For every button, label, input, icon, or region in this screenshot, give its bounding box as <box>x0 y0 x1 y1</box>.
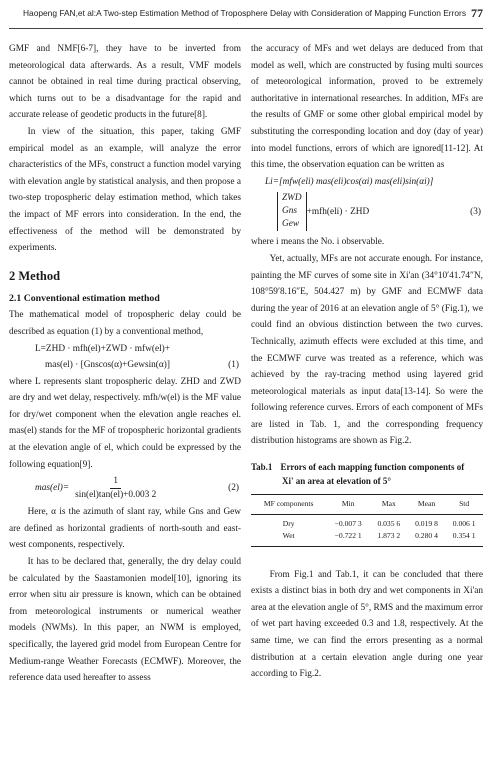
equation-2-lhs: mas(el)= <box>35 483 70 494</box>
equation-2-fraction <box>72 475 159 502</box>
paragraph: The mathematical model of tropospheric delay could be described as equation (1) by a conventional method, <box>9 310 241 337</box>
error-table <box>251 494 483 547</box>
table-cell: 0.354 1 <box>445 530 483 546</box>
table-caption-line-2: Xi' an area at elevation of 5° <box>282 476 391 487</box>
table-header: Min <box>326 495 370 515</box>
table-cell: 0.019 8 <box>415 518 438 528</box>
table-header: Mean <box>408 495 446 515</box>
table-cell: −0.007 3 <box>334 518 362 528</box>
table-cell: 0.035 6 <box>377 518 401 528</box>
subsection-heading: 2.1 Conventional estimation method <box>9 292 160 304</box>
equation-3-continued <box>251 192 483 231</box>
table-caption <box>251 460 483 488</box>
table-label: Tab.1 <box>251 462 273 473</box>
section-heading: 2 Method <box>9 268 61 283</box>
matrix-entry: Gew <box>282 219 300 230</box>
paragraph: It has to be declared that, generally, the dry delay could be calculated by the Saastamonien model[10], ignoring its error when situ air pressure is known, which can be obtained from meteorological instruments or numerical weather models (NWMs). In this paper, an NWM is employed, specifically, the layered grid model from European Centre for Medium-range Weather Forecasts (ECMWF). Moreover, the reference data used hereafter to assess <box>9 557 241 684</box>
fraction-numerator: 1 <box>110 475 121 489</box>
equation-number: (2) <box>228 483 239 494</box>
paragraph: Yet, actually, MFs are not accurate enough. For instance, painting the MF curves of some site in Xi'an (34°10′41.74″N, 108°59′8.16″E, 504.427 m) by GMF and ECMWF data during the year of 2016 at an elevation angle of 5° (Fig.1), we could find an obvious distinction between the two curves. Technically, azimuth effects were excluded at this time, and the ECMWF curve was treated as a reference, which was achieved by the ray-tracing method using layered grid meteorological materials as input data[13-14]. So were the following reference curves. Errors of each component of MFs are listed in Tab. 1, and the corresponding frequency distribution histograms are shown as Fig.2. <box>251 253 483 447</box>
paragraph: the accuracy of MFs and wet delays are deduced from that model as well, which are constructed by fusing multi sources of meteorological information, proved to be extremely authoritative in international researches. In addition, MFs are the results of GMF or some other global empirical model by substituting the corresponding location and doy (day of year) into model functions, errors of which are ignored[11-12]. At this time, the observation equation can be written as <box>251 44 483 171</box>
table-cell: 0.006 1 <box>452 518 476 528</box>
equation-3-tail: +mfh(eli) · ZHD <box>306 206 370 217</box>
paragraph: where L represents slant tropospheric delay. ZHD and ZWD are dry and wet delay, respectively. mfh/w(el) is the MF value for dry/wet component when the elevation angle reaches el. mas(el) stands for the MF of tropospheric horizontal gradients at the elevation angle of el, which could be expressed by the following equation[9]. <box>9 376 241 470</box>
running-title: Haopeng FAN,et al:A Two-step Estimation Method of Troposphere Delay with Consideration of Mapping Function Errors <box>23 8 467 18</box>
page-number: 77 <box>471 6 483 20</box>
table-header-row <box>251 495 483 515</box>
equation-1-continued <box>9 357 241 374</box>
table-cell: 0.280 4 <box>408 530 446 546</box>
equation-1-line-2: mas(el) · [Gnscos(α)+Gewsin(α)] <box>45 360 170 371</box>
equation-3-line-1: Li=[mfw(eli) mas(eli)cos(αi) mas(eli)sin(αi)] <box>265 176 434 187</box>
table-cell: −0.722 1 <box>326 530 370 546</box>
table-row <box>251 530 483 546</box>
equation-1 <box>9 341 241 358</box>
equation-1-line-1: L=ZHD · mfh(el)+ZWD · mfw(el)+ <box>35 343 170 354</box>
paragraph: In view of the situation, this paper, taking GMF empirical model as an example, will analyze the error characteristics of the MFs, construct a function model varying with elevation angle by statistical analysis, and then propose a two-step tropospheric delay estimation method, which takes the impact of MF errors into consideration. In the end, the effectiveness of the method will be demonstrated by experiments. <box>9 126 241 254</box>
header-rule <box>9 28 483 29</box>
fraction-denominator: sin(el)tan(el)+0.003 2 <box>75 490 157 501</box>
equation-number: (3) <box>470 206 481 217</box>
matrix-entry: ZWD <box>282 193 302 204</box>
matrix-entry: Gns <box>282 206 297 217</box>
equation-3 <box>251 174 483 191</box>
equation-number: (1) <box>228 360 239 371</box>
running-header <box>9 8 483 27</box>
table-cell: Dry <box>282 518 295 528</box>
two-column-body <box>9 41 483 687</box>
equation-2 <box>9 475 241 502</box>
paragraph: From Fig.1 and Tab.1, it can be concluded that there exists a distinct bias in both dry and wet components in Xi'an area at the elevation angle of 5°, RMS and the maximum error of wet part having exceeded 0.3 and 1.8, respectively. At the same time, we can find the errors presenting as a normal distribution at a certain elevation angle during one year according to Fig.2. <box>251 569 483 680</box>
table-header: MF components <box>251 495 326 515</box>
table-row <box>251 514 483 530</box>
table-caption-line-1: Errors of each mapping function components of <box>280 462 465 473</box>
table-cell: Wet <box>251 530 326 546</box>
paragraph: where i means the No. i observable. <box>251 237 385 248</box>
paragraph: GMF and NMF[6-7], they have to be inverted from meteorological data afterwards. As a result, VMF models cannot be obtained in real time during practical observing, which turns out to be a disadvantage for the rapid and accurate release of geodetic products in the future[8]. <box>9 44 241 121</box>
left-column <box>9 41 241 687</box>
paragraph: Here, α is the azimuth of slant ray, while Gns and Gew are defined as horizontal gradients of north-south and east-west components, respectively. <box>9 507 241 551</box>
equation-3-matrix <box>277 192 307 231</box>
table-header: Std <box>445 495 483 515</box>
table-cell: 1.873 2 <box>370 530 408 546</box>
right-column <box>251 41 483 687</box>
table-header: Max <box>370 495 408 515</box>
